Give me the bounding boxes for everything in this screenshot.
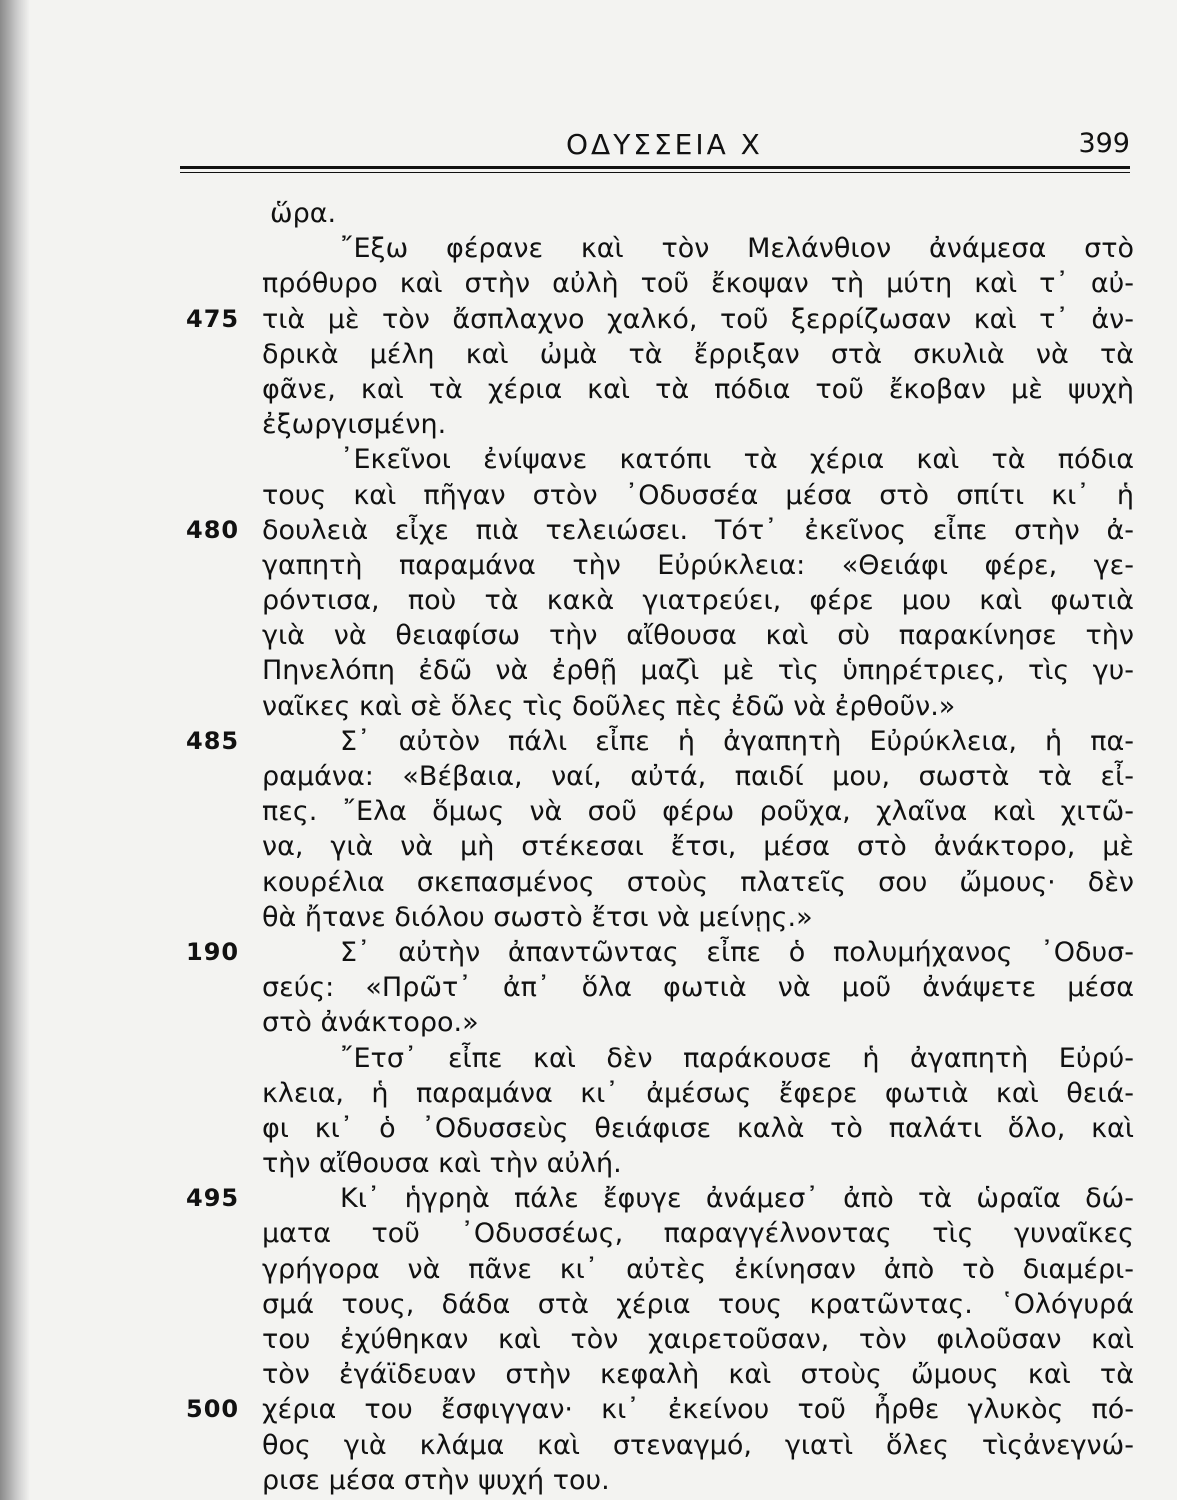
text-line: στὸ ἀνάκτορο.» [262,1007,479,1039]
text-line: ἐξωργισμένη. [262,409,447,441]
text-line [186,1181,1134,1216]
line-number: 480 [186,515,240,544]
text-line: θὰ ἤτανε διόλου σωστὸ ἔτσι νὰ μείνῃς.» [262,901,813,933]
text-line: τὴν αἴθουσα καὶ τὴν αὐλή. [262,1148,622,1180]
line-number: 475 [186,304,240,333]
book-spine-shadow [0,0,30,1500]
text-line [186,302,1134,337]
text-line: φι κι᾿ ὁ ᾿Οδυσσεὺς θειάφισε καλὰ τὸ παλάτι ὅλο, καὶ [262,1112,1134,1144]
text-line: ῎Εξω φέρανε καὶ τὸν Μελάνθιον ἀνάμεσα στὸ [340,233,1134,265]
line-number: 495 [186,1184,240,1213]
text-line: ματα τοῦ ᾿Οδυσσέως, παραγγέλνοντας τὶς γυναῖκες [262,1218,1134,1250]
text-line-content: Σ᾿ αὐτὸν πάλι εἶπε ἡ ἀγαπητὴ Εὐρύκλεια, ἡ πα- [340,725,1134,757]
text-line: του ἐχύθηκαν καὶ τὸν χαιρετοῦσαν, τὸν φιλοῦσαν καὶ [262,1324,1134,1355]
text-line-content: Κι᾿ ἡγρηὰ πάλε ἔφυγε ἀνάμεσ᾿ ἀπὸ τὰ ὡραῖα δώ- [340,1183,1134,1215]
line-number: 500 [186,1395,240,1424]
text-line: φᾶνε, καὶ τὰ χέρια καὶ τὰ πόδια τοῦ ἔκοβαν μὲ ψυχὴ [262,373,1134,405]
text-line-content: χέρια του ἔσφιγγαν· κι᾿ ἐκείνου τοῦ ἦρθε γλυκὸς πό- [262,1394,1134,1426]
line-number: 190 [186,937,240,966]
text-line: ραμάνα: «Βέβαια, ναί, αὐτά, παιδί μου, σωστὰ τὰ εἶ- [262,761,1134,792]
line-number: 485 [186,726,240,755]
text-line: κλεια, ἡ παραμάνα κι᾿ ἀμέσως ἔφερε φωτιὰ καὶ θειά- [262,1077,1134,1109]
text-line: να, γιὰ νὰ μὴ στέκεσαι ἔτσι, μέσα στὸ ἀνάκτορο, μὲ [262,831,1134,863]
text-line: Πηνελόπη ἐδῶ νὰ ἐρθῇ μαζὶ μὲ τὶς ὑπηρέτριες, τὶς γυ- [262,655,1134,687]
text-line: κουρέλια σκεπασμένος στοὺς πλατεῖς σου ὤμους· δὲν [262,866,1134,898]
text-line [186,513,1134,548]
text-line: ὥρα. [270,198,337,229]
text-line [186,935,1134,970]
page-header [180,124,1130,164]
text-line: γρήγορα νὰ πᾶνε κι᾿ αὐτὲς ἐκίνησαν ἀπὸ τὸ διαμέρι- [262,1253,1134,1285]
text-line [186,724,1134,759]
header-rule-thin [180,172,1130,173]
text-line: θος γιὰ κλάμα καὶ στεναγμό, γιατὶ ὅλες τὶςἀνεγνώ- [262,1429,1134,1461]
text-line-content: τιὰ μὲ τὸν ἄσπλαχνο χαλκό, τοῦ ξερρίζωσαν καὶ τ᾿ ἀν- [262,303,1134,335]
text-line: ρόντισα, ποὺ τὰ κακὰ γιατρεύει, φέρε μου καὶ φωτιὰ [262,585,1134,617]
text-line: ᾿Εκεῖνοι ἐνίψανε κατόπι τὰ χέρια καὶ τὰ πόδια [340,444,1134,476]
text-line-content: Σ᾿ αὐτὴν ἀπαντῶντας εἶπε ὁ πολυμήχανος ᾿Οδυσ- [340,936,1134,968]
text-line: ρισε μέσα στὴν ψυχή του. [262,1464,610,1496]
text-line: γαπητὴ παραμάνα τὴν Εὐρύκλεια: «Θειάφι φέρε, γε- [262,549,1134,581]
text-line: ναῖκες καὶ σὲ ὅλες τὶς δοῦλες πὲς ἐδῶ νὰ ἐρθοῦν.» [262,690,956,722]
text-line: σεύς: «Πρῶτ᾿ ἀπ᾿ ὅλα φωτιὰ νὰ μοῦ ἀνάψετε μέσα [262,972,1134,1004]
body-text [186,196,1134,1498]
text-line: πρόθυρο καὶ στὴν αὐλὴ τοῦ ἔκοψαν τὴ μύτη καὶ τ᾿ αὐ- [262,268,1134,300]
text-line: τους καὶ πῆγαν στὸν ᾿Οδυσσέα μέσα στὸ σπίτι κι᾿ ἡ [262,479,1134,511]
text-line: δρικὰ μέλη καὶ ὠμὰ τὰ ἔρριξαν στὰ σκυλιὰ νὰ τὰ [262,338,1134,370]
text-line-content: δουλειὰ εἶχε πιὰ τελειώσει. Τότ᾿ ἐκεῖνος εἶπε στὴν ἀ- [262,514,1134,546]
page-number: 399 [1078,128,1130,159]
header-rule-thick [180,166,1130,169]
text-line: τὸν ἐγάϊδευαν στὴν κεφαλὴ καὶ στοὺς ὤμους καὶ τὰ [262,1359,1134,1391]
running-title: ΟΔΥΣΣΕΙΑ Χ [566,128,763,161]
text-line: γιὰ νὰ θειαφίσω τὴν αἴθουσα καὶ σὺ παρακίνησε τὴν [262,620,1134,652]
text-line: σμά τους, δάδα στὰ χέρια τους κρατῶντας. ῾Ολόγυρά [262,1288,1134,1320]
text-line: πες. ῎Ελα ὅμως νὰ σοῦ φέρω ροῦχα, χλαῖνα καὶ χιτῶ- [262,796,1134,828]
text-line [186,1392,1134,1427]
text-line: ῎Ετσ᾿ εἶπε καὶ δὲν παράκουσε ἡ ἀγαπητὴ Εὐρύ- [340,1042,1134,1074]
